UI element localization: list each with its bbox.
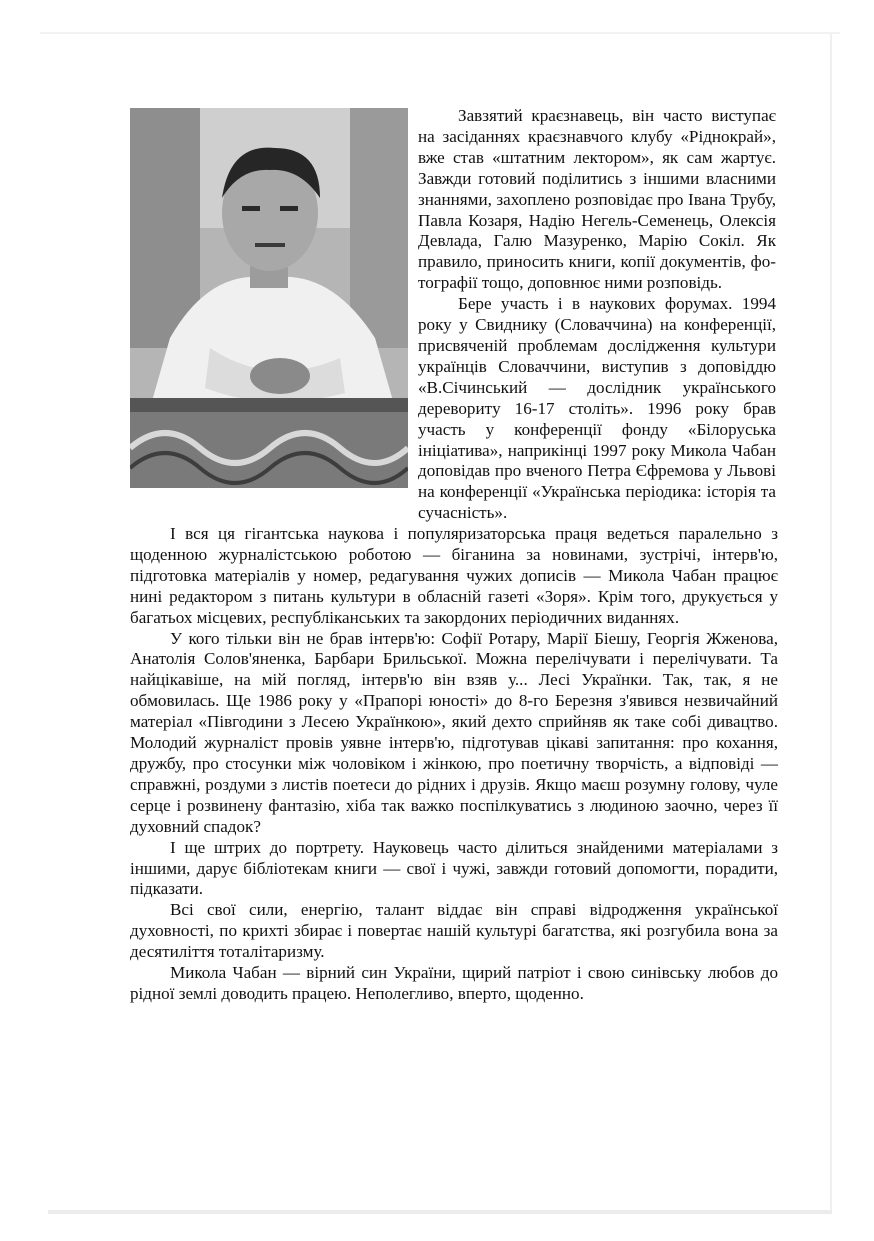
- paragraph: І ще штрих до портрету. Науковець часто ділиться знайденими матеріалами з іншими, дарує бібліотекам книги — свої і чужі, завжди готовий допомогти, порадити, підказати.: [130, 837, 778, 899]
- column-text: [418, 106, 776, 524]
- paragraph: Бере участь і в наукових форумах. 1994 року у Свиднику (Словаччина) на конференції, присвяченій проблемам дослідження культури українців Словаччини, виступив з доповіддю «В.Січинський — дослідник українського дереворитy 16-17 століть». 1996 року брав участь у конференції фонду «Білоруська ініціатива», наприкінці 1997 року Микола Чабан доповідав про вченого Петра Єфремова у Львові на конференції «Українська періодика: історія та сучасність».: [418, 294, 776, 523]
- paragraph: І вся ця гігантська наукова і популяризаторська праця ведеться паралельно з щоденною журналістською роботою — біганина за новинами, зустрічі, інтерв'ю, підготовка матеріалів у номер, редагування чужих дописів — Микола Чабан працює нині редактором з питань культури в обласній газеті «Зоря». Крім того, друкується у багатьох місцевих, республіканських та закордоних періодичних виданнях.: [130, 524, 778, 627]
- paragraph: Всі свої сили, енергію, талант віддає він справі відродження української духовності, по крихті збирає і повертає нашій культурі багатства, які розгубила вона за десятиліття тоталітаризму.: [130, 900, 778, 962]
- portrait-photo: [130, 108, 408, 488]
- page-edge: [48, 1210, 832, 1214]
- paragraph: Завзятий краєзнавець, він часто виступає на засіданнях краєзнавчого клубу «Ріднокрай», вже став «штатним лектором», як сам жартує. Завжди готовий поділитись з іншими власними знаннями, захоплено розповідає про Івана Трубу, Павла Козаря, Надію Негель-Семенець, Олексія Девлада, Галю Мазуренко, Марію Сокіл. Як правило, приносить книги, копії документів, фотографії тощо, доповнює ними розповідь.: [418, 106, 776, 293]
- paragraph: У кого тільки він не брав інтерв'ю: Софії Ротару, Марії Біешу, Георгія Жженова, Анатолія Солов'яненка, Барбари Брильської. Можна перелічувати і перелічувати. Та найцікавіше, на мій погляд, інтерв'ю він взяв у... Лесі Українки. Так, так, я не обмовилась. Ще 1986 року у «Прапорі юності» до 8-го Березня з'явився незвичайний матеріал «Півгодини з Лесею Українкою», який дехто сприйняв як таке собі дивацтво. Молодий журналіст провів уявне інтерв'ю, підготував цікаві запитання: про кохання, дружбу, про стосунки між чоловіком і жінкою, про поетичну творчість, а відповіді — справжні, роздуми з листів поетеси до рідних і друзів. Якщо маєш розумну голову, чуле серце і розвинену фантазію, хіба так важко поспілкуватись з людиною заочно, через її духовний спадок?: [130, 628, 778, 836]
- page-edge: [830, 34, 832, 1214]
- paragraph: Микола Чабан — вірний син України, щирий патріот і свою синівську любов до рідної землі доводить працею. Неполегливо, вперто, щоденно.: [130, 963, 778, 1003]
- page-edge: [40, 32, 840, 34]
- main-text: [130, 524, 778, 1005]
